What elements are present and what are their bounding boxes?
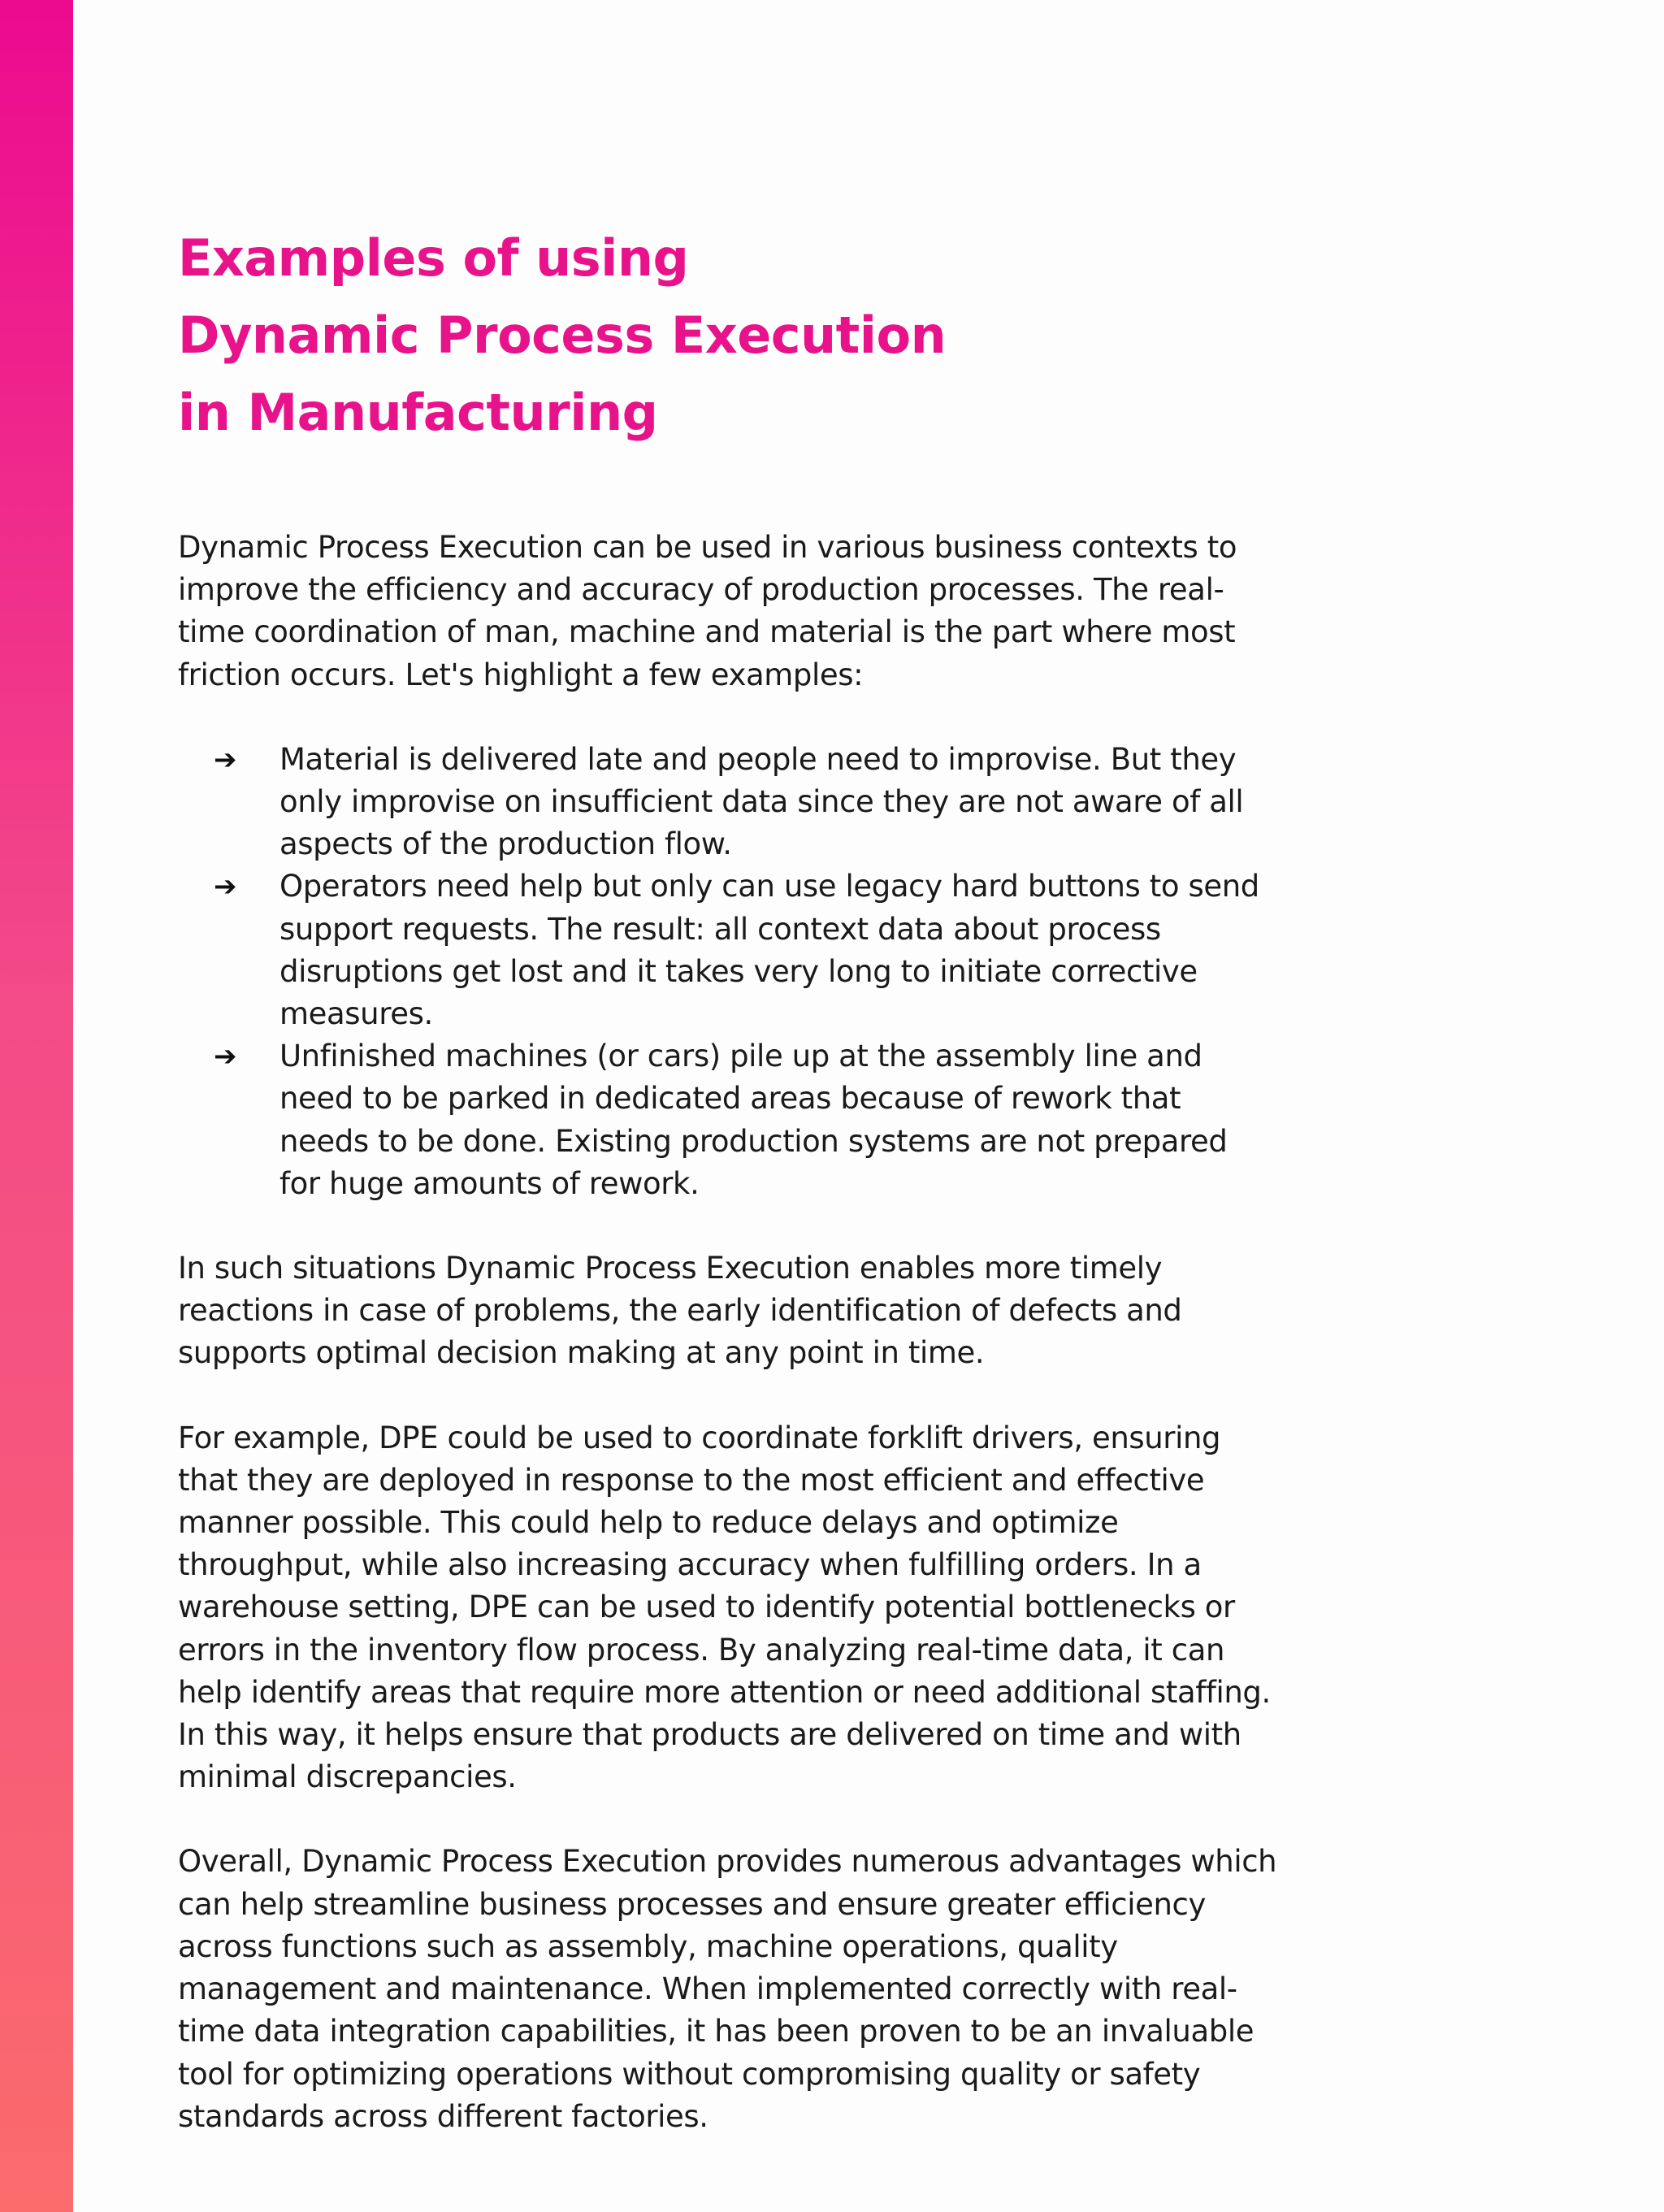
text-line: errors in the inventory flow process. By analyzing real-time data, it can: [178, 1632, 1225, 1668]
text-line: Unfinished machines (or cars) pile up at the assembly line and: [280, 1039, 1202, 1074]
text-line: Overall, Dynamic Process Execution provides numerous advantages which: [178, 1844, 1277, 1880]
text-line: supports optimal decision making at any point in time.: [178, 1335, 985, 1371]
list-item: [178, 739, 1510, 866]
arrow-right-icon: ➔: [214, 743, 237, 776]
text-line: Dynamic Process Execution can be used in various business contexts to: [178, 530, 1237, 565]
text-line: For example, DPE could be used to coordinate forklift drivers, ensuring: [178, 1420, 1221, 1455]
examples-list: [178, 739, 1510, 1205]
list-item: [178, 865, 1510, 1035]
title-line: Dynamic Process Execution: [178, 306, 947, 365]
text-line: Material is delivered late and people need to improvise. But they: [280, 741, 1237, 777]
text-line: In this way, it helps ensure that products are delivered on time and with: [178, 1717, 1242, 1753]
text-line: can help streamline business processes and ensure greater efficiency: [178, 1886, 1206, 1922]
overall-paragraph: [178, 1841, 1510, 2137]
situations-paragraph: [178, 1247, 1510, 1375]
text-line: support requests. The result: all context data about process: [280, 911, 1161, 947]
title-line: in Manufacturing: [178, 383, 658, 442]
text-line: need to be parked in dedicated areas because of rework that: [280, 1081, 1181, 1117]
text-line: that they are deployed in response to the most efficient and effective: [178, 1462, 1205, 1498]
intro-paragraph: [178, 527, 1510, 696]
text-line: time coordination of man, machine and material is the part where most: [178, 614, 1236, 650]
text-line: Operators need help but only can use legacy hard buttons to send: [280, 869, 1259, 904]
example-paragraph: [178, 1417, 1510, 1799]
text-line: warehouse setting, DPE can be used to identify potential bottlenecks or: [178, 1590, 1235, 1625]
text-line: standards across different factories.: [178, 2098, 708, 2134]
arrow-right-icon: ➔: [214, 870, 237, 904]
document-body: [178, 219, 1510, 2138]
page-title: [178, 219, 1510, 451]
text-line: help identify areas that require more attention or need additional staffing.: [178, 1674, 1271, 1710]
text-line: time data integration capabilities, it has been proven to be an invaluable: [178, 2014, 1254, 2049]
text-line: improve the efficiency and accuracy of production processes. The real-: [178, 572, 1224, 608]
text-line: measures.: [280, 996, 433, 1032]
text-line: throughput, while also increasing accuracy when fulfilling orders. In a: [178, 1547, 1202, 1583]
text-line: aspects of the production flow.: [280, 826, 732, 862]
text-line: management and maintenance. When implemented correctly with real-: [178, 1971, 1237, 2007]
text-line: only improvise on insufficient data since they are not aware of all: [280, 784, 1244, 820]
text-line: manner possible. This could help to reduce delays and optimize: [178, 1505, 1119, 1541]
list-item: [178, 1035, 1510, 1205]
text-line: for huge amounts of rework.: [280, 1165, 700, 1201]
text-line: tool for optimizing operations without compromising quality or safety: [178, 2056, 1201, 2092]
text-line: reactions in case of problems, the early identification of defects and: [178, 1293, 1182, 1329]
text-line: minimal discrepancies.: [178, 1759, 517, 1795]
text-line: friction occurs. Let's highlight a few examples:: [178, 657, 864, 692]
arrow-right-icon: ➔: [214, 1040, 237, 1073]
text-line: disruptions get lost and it takes very long to initiate corrective: [280, 953, 1198, 989]
text-line: needs to be done. Existing production systems are not prepared: [280, 1123, 1228, 1159]
text-line: In such situations Dynamic Process Execution enables more timely: [178, 1251, 1163, 1286]
title-line: Examples of using: [178, 228, 689, 288]
text-line: across functions such as assembly, machine operations, quality: [178, 1928, 1118, 1964]
decorative-gradient-bar: [0, 0, 73, 2212]
